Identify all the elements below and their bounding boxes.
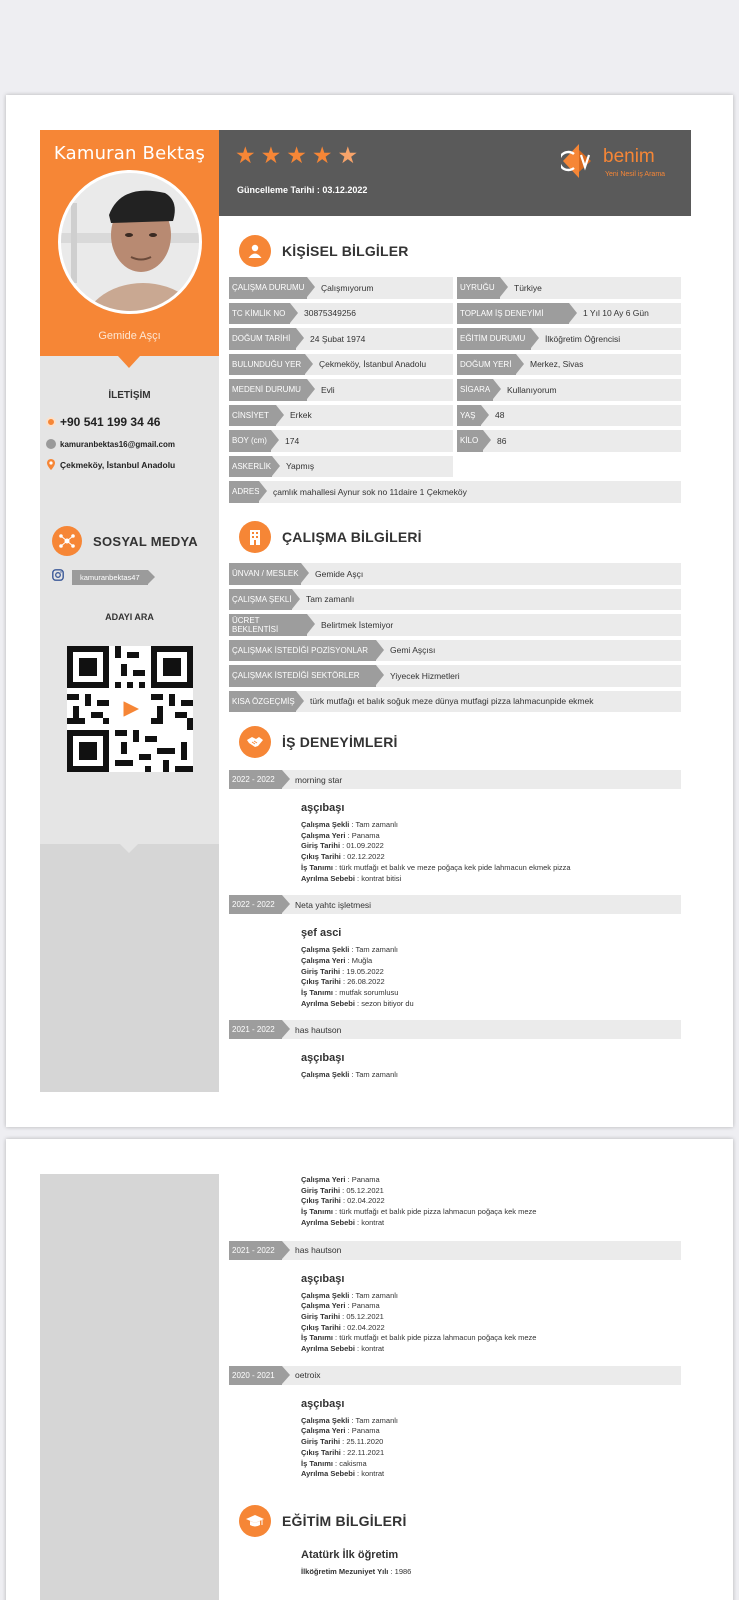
info-value: Çekmeköy, İstanbul Anadolu (319, 359, 427, 370)
info-label: KISA ÖZGEÇMİŞ (229, 691, 296, 713)
job-company: has hautson (295, 1245, 342, 1256)
job-value: Muğla (351, 955, 373, 965)
job-value: mutfak sorumlusu (339, 988, 399, 998)
job-entry (229, 1241, 681, 1355)
sidebar (40, 130, 219, 1092)
info-row (457, 277, 681, 299)
info-value: Yiyecek Hizmetleri (390, 670, 460, 681)
job-value: 02.04.2022 (347, 1196, 385, 1206)
info-value: 30875349256 (304, 308, 357, 319)
contact-location (40, 459, 219, 470)
info-label: UYRUĞU (457, 277, 500, 299)
graduation-year: İlköğretim Mezuniyet Yılı : 1986 (301, 1566, 412, 1576)
job-company: oetroix (295, 1370, 321, 1381)
info-label: TC KİMLİK NO (229, 303, 290, 325)
info-label: YAŞ (457, 405, 481, 427)
job-bar (229, 770, 681, 789)
info-value: 1 Yıl 10 Ay 6 Gün (583, 308, 649, 319)
work-row (229, 665, 681, 687)
work-row (229, 589, 681, 611)
info-value: Türkiye (514, 282, 542, 293)
experience-section (229, 725, 681, 1081)
email-text: kamuranbektas16@gmail.com (60, 439, 175, 449)
job-place: Çalışma Yeri : Panama (301, 1301, 380, 1311)
info-value: 86 (497, 435, 507, 446)
job-value: Tam zamanlı (355, 1070, 399, 1080)
job-value: 22.11.2021 (347, 1447, 385, 1457)
job-type: Çalışma Şekli : Tam zamanlı (301, 945, 399, 955)
experience-heading-row (229, 725, 681, 759)
job-key: Çalışma Yeri (301, 830, 346, 840)
info-label: MEDENİ DURUMU (229, 379, 307, 401)
candidate-title: Gemide Aşçı (98, 330, 161, 342)
job-place: Çalışma Yeri : Muğla (301, 955, 373, 965)
phone-icon (46, 417, 56, 427)
work-row (229, 614, 681, 636)
info-value: 174 (285, 435, 300, 446)
info-label: SİGARA (457, 379, 493, 401)
info-label: ÜNVAN / MESLEK (229, 563, 301, 585)
job-key: Ayrılma Sebebi (301, 1344, 355, 1354)
job-desc: İş Tanımı : mutfak sorumlusu (301, 988, 399, 998)
job-value: türk mutfağı et balık pide pizza lahmacun poğaça kek meze (339, 1207, 537, 1217)
job-value: Panama (351, 1175, 380, 1184)
logo-brand: benim (603, 146, 655, 167)
info-label: TOPLAM İŞ DENEYİMİ (457, 303, 569, 325)
job-title: şef asci (301, 927, 342, 940)
contact-phone[interactable] (40, 415, 219, 429)
job-title: aşçıbaşı (301, 1272, 345, 1285)
job-value: 05.12.2021 (346, 1311, 384, 1321)
info-value: Belirtmek İstemiyor (321, 619, 394, 630)
job-type: Çalışma Şekli : Tam zamanlı (301, 820, 399, 829)
info-row (229, 405, 453, 427)
job-leave: Ayrılma Sebebi : kontrat bitisi (301, 873, 402, 883)
job-company: morning star (295, 774, 343, 785)
job-value: Panama (351, 1301, 380, 1311)
job-start: Giriş Tarihi : 01.09.2022 (301, 841, 384, 851)
star-icon: ★ (260, 142, 282, 168)
location-text: Çekmeköy, İstanbul Anadolu (60, 459, 176, 470)
info-label: ÇALIŞMA ŞEKLİ (229, 589, 292, 611)
job-body (229, 1052, 681, 1081)
job-body (229, 1398, 681, 1480)
network-icon (52, 526, 82, 556)
job-value: sezon bitiyor du (361, 998, 414, 1008)
sidebar-footer (40, 844, 219, 1092)
info-row (229, 379, 453, 401)
job-key: İş Tanımı (301, 1333, 333, 1343)
social-heading: SOSYAL MEDYA (93, 533, 198, 549)
job-key: Çıkış Tarihi (301, 1196, 341, 1206)
job-value: 19.05.2022 (346, 966, 384, 976)
contact-email[interactable] (40, 439, 219, 449)
job-value: kontrat bitisi (361, 873, 402, 883)
work-section (229, 520, 681, 712)
job-leave: Ayrılma Sebebi : kontrat (301, 1344, 385, 1354)
job-key: Ayrılma Sebebi (301, 1217, 355, 1227)
info-row (457, 303, 681, 325)
job-entry (229, 1366, 681, 1480)
profile-card-notch (118, 356, 140, 368)
profile-card (40, 130, 219, 356)
star-icon: ★ (286, 142, 307, 168)
info-value: Çalışmıyorum (321, 282, 374, 293)
job-key: Çalışma Şekli (301, 820, 350, 829)
job-years: 2021 - 2022 (229, 1241, 282, 1260)
instagram-icon (52, 568, 64, 586)
job-value: türk mutfağı et balık pide pizza lahmacun poğaça kek meze (339, 1333, 537, 1343)
job-value: 05.12.2021 (346, 1185, 384, 1195)
job-body (229, 1175, 681, 1229)
job-key: Çalışma Yeri (301, 955, 346, 965)
info-label: ADRES (229, 481, 259, 503)
job-key: Giriş Tarihi (301, 1185, 341, 1195)
job-bar (229, 1020, 681, 1039)
job-end: Çıkış Tarihi : 02.12.2022 (301, 852, 385, 862)
personal-section (229, 234, 681, 503)
logo-tagline: Yeni Nesil iş Arama (605, 171, 666, 178)
job-desc: İş Tanımı : türk mutfağı et balık pide pizza lahmacun poğaça kek meze (301, 1207, 537, 1217)
info-label: ÇALIŞMAK İSTEDİĞİ POZİSYONLAR (229, 640, 376, 662)
info-value: Gemi Aşçısı (390, 645, 436, 656)
job-years: 2022 - 2022 (229, 895, 282, 914)
contact-heading: İLETİŞİM (108, 390, 151, 401)
info-row (229, 430, 453, 452)
info-value: çamlık mahallesi Aynur sok no 11daire 1 Çekmeköy (273, 486, 467, 497)
star-icon: ★ (337, 142, 359, 168)
address-row (229, 481, 681, 503)
search-candidate-label: ADAYI ARA (105, 612, 154, 622)
job-value: kontrat (361, 1344, 385, 1354)
info-value: Yapmış (286, 461, 315, 472)
job-company: Neta yahtc işletmesi (295, 899, 372, 910)
job-title: aşçıbaşı (301, 802, 345, 814)
job-body (229, 1273, 681, 1355)
qr-code[interactable] (67, 646, 193, 772)
job-key: Ayrılma Sebebi (301, 998, 355, 1008)
job-leave: Ayrılma Sebebi : sezon bitiyor du (301, 998, 414, 1008)
job-value: Tam zamanlı (355, 820, 399, 829)
work-row (229, 563, 681, 585)
info-row (457, 354, 681, 376)
job-desc: İş Tanımı : cakisma (301, 1458, 367, 1468)
info-label: EĞİTİM DURUMU (457, 328, 531, 350)
social-heading-row (40, 526, 219, 556)
job-value: cakisma (339, 1458, 367, 1468)
experience-continued (229, 1175, 681, 1578)
job-value: Tam zamanlı (355, 1290, 399, 1300)
sidebar-page-2 (40, 1174, 219, 1600)
personal-heading-row (229, 234, 681, 268)
building-icon (239, 521, 271, 553)
job-years: 2020 - 2021 (229, 1366, 282, 1385)
job-end: Çıkış Tarihi : 22.11.2021 (301, 1447, 385, 1457)
info-label: DOĞUM TARİHİ (229, 328, 296, 350)
job-type: Çalışma Şekli : Tam zamanlı (301, 1290, 399, 1300)
job-desc: İş Tanımı : türk mutfağı et balık pide pizza lahmacun poğaça kek meze (301, 1333, 537, 1343)
info-value: 48 (495, 410, 505, 421)
job-key: Çıkış Tarihi (301, 977, 341, 987)
personal-grid (229, 277, 681, 503)
job-key: Giriş Tarihi (301, 1311, 341, 1321)
grad-value: 1986 (394, 1566, 412, 1576)
job-company: has hautson (295, 1024, 342, 1035)
job-leave: Ayrılma Sebebi : kontrat (301, 1217, 385, 1227)
job-value: Tam zamanlı (355, 945, 399, 955)
job-key: Çalışma Şekli (301, 945, 350, 955)
location-pin-icon (46, 459, 56, 470)
experience-heading: İŞ DENEYİMLERİ (282, 734, 398, 750)
info-label: BULUNDUĞU YER (229, 354, 305, 376)
job-bar (229, 895, 681, 914)
job-entry (229, 1020, 681, 1081)
cv-page-1 (6, 95, 733, 1127)
info-value: türk mutfağı et balık soğuk meze dünya mutfagi pizza lahmacunpide ekmek (310, 696, 594, 707)
update-date: Güncelleme Tarihi : 03.12.2022 (237, 185, 368, 195)
info-row (229, 354, 453, 376)
job-body (229, 927, 681, 1009)
job-end: Çıkış Tarihi : 02.04.2022 (301, 1196, 385, 1206)
job-value: 25.11.2020 (346, 1437, 384, 1447)
phone-text: +90 541 199 34 46 (60, 415, 161, 429)
job-start: Giriş Tarihi : 05.12.2021 (301, 1311, 384, 1321)
email-icon (46, 439, 56, 449)
info-value: Merkez, Sivas (530, 359, 584, 370)
info-value: 24 Şubat 1974 (310, 333, 366, 344)
handshake-icon (239, 726, 271, 758)
info-row (457, 430, 681, 452)
info-label: ASKERLİK (229, 456, 272, 478)
job-years: 2022 - 2022 (229, 770, 282, 789)
education-body (229, 1549, 681, 1578)
job-years: 2021 - 2022 (229, 1020, 282, 1039)
job-key: Çıkış Tarihi (301, 1447, 341, 1457)
job-value: kontrat (361, 1469, 385, 1479)
personal-heading: KİŞİSEL BİLGİLER (282, 243, 409, 259)
job-key: Ayrılma Sebebi (301, 1469, 355, 1479)
info-value: İlköğretim Öğrencisi (545, 333, 621, 344)
job-place: Çalışma Yeri : Panama (301, 1426, 380, 1436)
job-title: aşçıbaşı (301, 1397, 345, 1410)
job-key: Çıkış Tarihi (301, 1322, 341, 1332)
job-key: Çalışma Yeri (301, 1301, 346, 1311)
education-heading-row (229, 1504, 681, 1538)
job-body (229, 802, 681, 884)
info-row (457, 328, 681, 350)
info-value: Kullanıyorum (507, 384, 557, 395)
info-row (457, 379, 681, 401)
job-value: 01.09.2022 (346, 841, 384, 851)
star-icon: ★ (311, 142, 333, 168)
grad-key: İlköğretim Mezuniyet Yılı (301, 1566, 389, 1576)
info-value: Erkek (290, 410, 312, 421)
job-key: Giriş Tarihi (301, 1437, 341, 1447)
job-end: Çıkış Tarihi : 26.08.2022 (301, 977, 385, 987)
job-type: Çalışma Şekli : Tam zamanlı (301, 1415, 399, 1425)
info-label: KİLO (457, 430, 483, 452)
job-desc: İş Tanımı : türk mutfağı et balık ve meze poğaça kek pide lahmacun ekmek pizza (301, 862, 571, 872)
job-value: Panama (351, 1426, 380, 1436)
job-key: Çalışma Şekli (301, 1070, 350, 1080)
info-label: ÇALIŞMAK İSTEDİĞİ SEKTÖRLER (229, 665, 376, 687)
job-value: 26.08.2022 (347, 977, 385, 987)
work-heading-row (229, 520, 681, 554)
job-end: Çıkış Tarihi : 02.04.2022 (301, 1322, 385, 1332)
rating-stars (235, 144, 358, 167)
job-place: Çalışma Yeri : Panama (301, 1175, 380, 1184)
avatar (58, 170, 202, 314)
person-icon (239, 235, 271, 267)
info-row (229, 277, 453, 299)
cvbenim-logo[interactable] (561, 138, 677, 184)
job-entry (229, 770, 681, 884)
job-key: İş Tanımı (301, 862, 333, 872)
job-value: Tam zamanlı (355, 1415, 399, 1425)
job-value: 02.04.2022 (347, 1322, 385, 1332)
header-bar (219, 130, 691, 216)
candidate-name: Kamuran Bektaş (53, 143, 206, 164)
instagram-link[interactable] (40, 568, 219, 586)
work-row (229, 691, 681, 713)
job-bar (229, 1241, 681, 1260)
job-value: 02.12.2022 (347, 852, 385, 862)
work-grid (229, 563, 681, 712)
info-row (457, 405, 681, 427)
job-key: Giriş Tarihi (301, 966, 341, 976)
info-label: BOY (cm) (229, 430, 271, 452)
instagram-handle: kamuranbektas47 (72, 570, 148, 585)
info-value: Tam zamanlı (306, 594, 355, 605)
job-key: İş Tanımı (301, 1458, 333, 1468)
job-start: Giriş Tarihi : 05.12.2021 (301, 1185, 384, 1195)
job-key: Çalışma Şekli (301, 1415, 350, 1425)
job-key: Çalışma Yeri (301, 1175, 346, 1184)
info-value: Gemide Aşçı (315, 568, 364, 579)
job-bar (229, 1366, 681, 1385)
info-value: Evli (321, 384, 335, 395)
school-name: Atatürk İlk öğretim (301, 1548, 399, 1561)
job-key: Çalışma Şekli (301, 1290, 350, 1300)
job-value: türk mutfağı et balık ve meze poğaça kek pide lahmacun ekmek pizza (339, 862, 571, 872)
info-row (229, 303, 453, 325)
sidebar-footer-notch (120, 844, 138, 853)
job-type: Çalışma Şekli : Tam zamanlı (301, 1070, 399, 1080)
job-leave: Ayrılma Sebebi : kontrat (301, 1469, 385, 1479)
job-value: kontrat (361, 1217, 385, 1227)
job-start: Giriş Tarihi : 19.05.2022 (301, 966, 384, 976)
info-label: ÇALIŞMA DURUMU (229, 277, 307, 299)
cv-page-2 (6, 1139, 733, 1600)
job-title: aşçıbaşı (301, 1052, 345, 1065)
info-row (229, 328, 453, 350)
job-key: Çalışma Yeri (301, 1426, 346, 1436)
work-row (229, 640, 681, 662)
star-icon: ★ (235, 142, 256, 168)
job-value: Panama (351, 830, 380, 840)
job-key: İş Tanımı (301, 988, 333, 998)
job-entry (229, 895, 681, 1009)
info-row (229, 456, 453, 478)
job-key: Giriş Tarihi (301, 841, 341, 851)
info-label: CİNSİYET (229, 405, 276, 427)
job-key: Çıkış Tarihi (301, 852, 341, 862)
info-label: ÜCRET BEKLENTİSİ (229, 614, 307, 636)
work-heading: ÇALIŞMA BİLGİLERİ (282, 529, 422, 545)
graduation-cap-icon (239, 1505, 271, 1537)
job-key: Ayrılma Sebebi (301, 873, 355, 883)
job-start: Giriş Tarihi : 25.11.2020 (301, 1437, 384, 1447)
education-heading: EĞİTİM BİLGİLERİ (282, 1512, 407, 1529)
info-label: DOĞUM YERİ (457, 354, 516, 376)
job-key: İş Tanımı (301, 1207, 333, 1217)
job-place: Çalışma Yeri : Panama (301, 830, 380, 840)
